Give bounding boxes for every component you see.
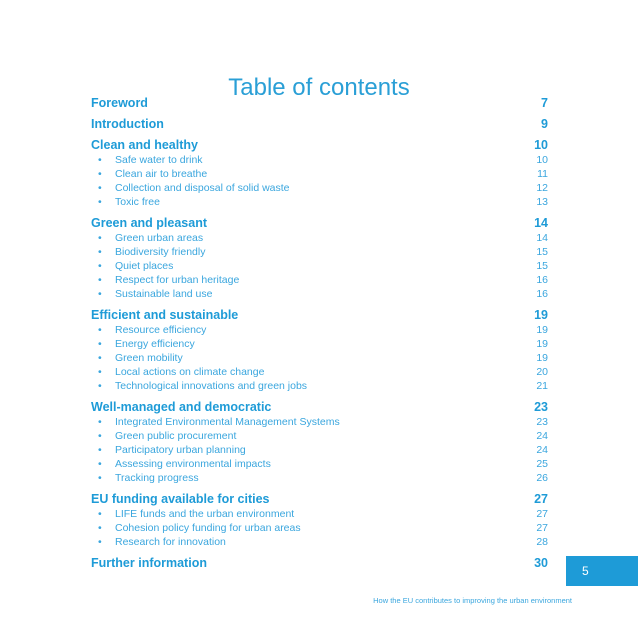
toc-sub-list bbox=[91, 231, 548, 301]
toc-item-page-number: 26 bbox=[536, 472, 548, 484]
toc-list-item[interactable] bbox=[91, 457, 548, 471]
toc-list-item[interactable] bbox=[91, 287, 548, 301]
section-title: Well-managed and democratic bbox=[91, 400, 272, 414]
toc-item-label: Green public procurement bbox=[115, 430, 237, 442]
toc-item-page-number: 28 bbox=[536, 536, 548, 548]
toc-item-label: Resource efficiency bbox=[115, 324, 207, 336]
toc-item-left bbox=[91, 415, 340, 429]
section-page-number: 10 bbox=[534, 138, 548, 152]
toc-item-page-number: 23 bbox=[536, 416, 548, 428]
toc-item-label: Research for innovation bbox=[115, 536, 226, 548]
toc-item-left bbox=[91, 153, 203, 167]
toc-item-page-number: 19 bbox=[536, 324, 548, 336]
section-page-number: 14 bbox=[534, 216, 548, 230]
toc-section bbox=[91, 138, 548, 209]
toc-item-page-number: 24 bbox=[536, 444, 548, 456]
toc-item-left bbox=[91, 379, 307, 393]
toc-item-label: Collection and disposal of solid waste bbox=[115, 182, 290, 194]
bullet-icon: • bbox=[98, 260, 102, 272]
toc-section bbox=[91, 117, 548, 132]
toc-item-label: Quiet places bbox=[115, 260, 174, 272]
toc-item-left bbox=[91, 471, 199, 485]
bullet-icon: • bbox=[98, 232, 102, 244]
toc-item-label: Participatory urban planning bbox=[115, 444, 246, 456]
toc-list-item[interactable] bbox=[91, 351, 548, 365]
toc-list-item[interactable] bbox=[91, 521, 548, 535]
toc-section bbox=[91, 216, 548, 301]
toc-list-item[interactable] bbox=[91, 507, 548, 521]
toc-item-page-number: 16 bbox=[536, 274, 548, 286]
toc-list-item[interactable] bbox=[91, 245, 548, 259]
toc-list-item[interactable] bbox=[91, 167, 548, 181]
toc-item-left bbox=[91, 351, 183, 365]
toc-item-page-number: 13 bbox=[536, 196, 548, 208]
toc-item-left bbox=[91, 273, 239, 287]
toc-item-page-number: 19 bbox=[536, 338, 548, 350]
section-page-number: 7 bbox=[541, 96, 548, 110]
bullet-icon: • bbox=[98, 522, 102, 534]
section-title: Efficient and sustainable bbox=[91, 308, 239, 322]
section-page-number: 23 bbox=[534, 400, 548, 414]
toc-section-heading[interactable] bbox=[91, 400, 548, 415]
section-title: Further information bbox=[91, 556, 207, 570]
toc-sub-list bbox=[91, 153, 548, 209]
toc-item-left bbox=[91, 443, 246, 457]
toc-item-label: Sustainable land use bbox=[115, 288, 213, 300]
bullet-icon: • bbox=[98, 288, 102, 300]
toc-item-left bbox=[91, 337, 195, 351]
toc-item-page-number: 15 bbox=[536, 246, 548, 258]
bullet-icon: • bbox=[98, 154, 102, 166]
toc-item-label: Safe water to drink bbox=[115, 154, 203, 166]
toc-item-page-number: 12 bbox=[536, 182, 548, 194]
toc-item-label: Assessing environmental impacts bbox=[115, 458, 271, 470]
toc-list-item[interactable] bbox=[91, 195, 548, 209]
bullet-icon: • bbox=[98, 352, 102, 364]
section-title: Introduction bbox=[91, 117, 164, 131]
bullet-icon: • bbox=[98, 338, 102, 350]
toc-list-item[interactable] bbox=[91, 415, 548, 429]
toc-item-label: Clean air to breathe bbox=[115, 168, 208, 180]
section-page-number: 30 bbox=[534, 556, 548, 570]
section-title: Green and pleasant bbox=[91, 216, 208, 230]
section-page-number: 9 bbox=[541, 117, 548, 131]
toc-item-label: LIFE funds and the urban environment bbox=[115, 508, 295, 520]
section-title: EU funding available for cities bbox=[91, 492, 270, 506]
toc-item-label: Toxic free bbox=[115, 196, 160, 208]
toc-list-item[interactable] bbox=[91, 231, 548, 245]
toc-list-item[interactable] bbox=[91, 337, 548, 351]
toc-section bbox=[91, 96, 548, 111]
toc-item-left bbox=[91, 507, 294, 521]
toc-item-label: Respect for urban heritage bbox=[115, 274, 240, 286]
toc-item-page-number: 11 bbox=[537, 168, 548, 180]
section-page-number: 19 bbox=[534, 308, 548, 322]
table-of-contents bbox=[91, 96, 548, 577]
toc-item-left bbox=[91, 167, 207, 181]
bullet-icon: • bbox=[98, 366, 102, 378]
toc-item-label: Integrated Environmental Management Systems bbox=[115, 416, 340, 428]
bullet-icon: • bbox=[98, 458, 102, 470]
toc-item-page-number: 14 bbox=[536, 232, 548, 244]
toc-section bbox=[91, 308, 548, 393]
toc-section-heading[interactable] bbox=[91, 492, 548, 507]
toc-section bbox=[91, 400, 548, 485]
toc-section-heading[interactable] bbox=[91, 117, 548, 132]
toc-item-page-number: 16 bbox=[536, 288, 548, 300]
toc-item-label: Energy efficiency bbox=[115, 338, 195, 350]
toc-item-left bbox=[91, 323, 206, 337]
bullet-icon: • bbox=[98, 472, 102, 484]
toc-section-heading[interactable] bbox=[91, 138, 548, 153]
toc-item-page-number: 25 bbox=[536, 458, 548, 470]
bullet-icon: • bbox=[98, 444, 102, 456]
toc-item-label: Cohesion policy funding for urban areas bbox=[115, 522, 301, 534]
toc-item-left bbox=[91, 429, 236, 443]
toc-list-item[interactable] bbox=[91, 259, 548, 273]
toc-section-heading[interactable] bbox=[91, 556, 548, 571]
toc-item-page-number: 20 bbox=[536, 366, 548, 378]
bullet-icon: • bbox=[98, 380, 102, 392]
toc-list-item[interactable] bbox=[91, 153, 548, 167]
bullet-icon: • bbox=[98, 274, 102, 286]
toc-sub-list bbox=[91, 415, 548, 485]
page-title: Table of contents bbox=[228, 74, 410, 102]
toc-item-left bbox=[91, 521, 301, 535]
toc-item-left bbox=[91, 457, 271, 471]
toc-list-item[interactable] bbox=[91, 471, 548, 485]
toc-item-left bbox=[91, 245, 205, 259]
toc-item-label: Biodiversity friendly bbox=[115, 246, 206, 258]
toc-list-item[interactable] bbox=[91, 535, 548, 549]
bullet-icon: • bbox=[98, 196, 102, 208]
toc-list-item[interactable] bbox=[91, 181, 548, 195]
toc-item-left bbox=[91, 195, 160, 209]
toc-sub-list bbox=[91, 323, 548, 393]
toc-item-left bbox=[91, 287, 213, 301]
toc-section bbox=[91, 556, 548, 571]
bullet-icon: • bbox=[98, 324, 102, 336]
toc-item-label: Tracking progress bbox=[115, 472, 199, 484]
toc-list-item[interactable] bbox=[91, 323, 548, 337]
toc-item-page-number: 24 bbox=[536, 430, 548, 442]
section-page-number: 27 bbox=[534, 492, 548, 506]
toc-item-left bbox=[91, 535, 226, 549]
toc-item-label: Green urban areas bbox=[115, 232, 204, 244]
toc-item-left bbox=[91, 259, 173, 273]
toc-list-item[interactable] bbox=[91, 443, 548, 457]
footer-text: How the EU contributes to improving the urban environment bbox=[373, 596, 572, 605]
section-title: Foreword bbox=[91, 96, 148, 110]
page-number-tab: 5 bbox=[566, 556, 638, 586]
toc-item-left bbox=[91, 231, 203, 245]
toc-item-page-number: 19 bbox=[536, 352, 548, 364]
toc-item-page-number: 21 bbox=[536, 380, 548, 392]
toc-item-label: Green mobility bbox=[115, 352, 183, 364]
toc-item-left bbox=[91, 365, 264, 379]
toc-item-left bbox=[91, 181, 290, 195]
section-title: Clean and healthy bbox=[91, 138, 198, 152]
bullet-icon: • bbox=[98, 508, 102, 520]
toc-item-page-number: 15 bbox=[536, 260, 548, 272]
bullet-icon: • bbox=[98, 182, 102, 194]
toc-item-page-number: 27 bbox=[536, 508, 548, 520]
bullet-icon: • bbox=[98, 430, 102, 442]
toc-item-page-number: 27 bbox=[536, 522, 548, 534]
toc-list-item[interactable] bbox=[91, 273, 548, 287]
toc-section-heading[interactable] bbox=[91, 308, 548, 323]
bullet-icon: • bbox=[98, 246, 102, 258]
toc-list-item[interactable] bbox=[91, 365, 548, 379]
toc-section-heading[interactable] bbox=[91, 96, 548, 111]
toc-list-item[interactable] bbox=[91, 429, 548, 443]
toc-section bbox=[91, 492, 548, 549]
toc-sub-list bbox=[91, 507, 548, 549]
toc-item-label: Technological innovations and green jobs bbox=[115, 380, 308, 392]
toc-item-page-number: 10 bbox=[536, 154, 548, 166]
toc-section-heading[interactable] bbox=[91, 216, 548, 231]
bullet-icon: • bbox=[98, 536, 102, 548]
bullet-icon: • bbox=[98, 416, 102, 428]
bullet-icon: • bbox=[98, 168, 102, 180]
toc-list-item[interactable] bbox=[91, 379, 548, 393]
toc-item-label: Local actions on climate change bbox=[115, 366, 265, 378]
